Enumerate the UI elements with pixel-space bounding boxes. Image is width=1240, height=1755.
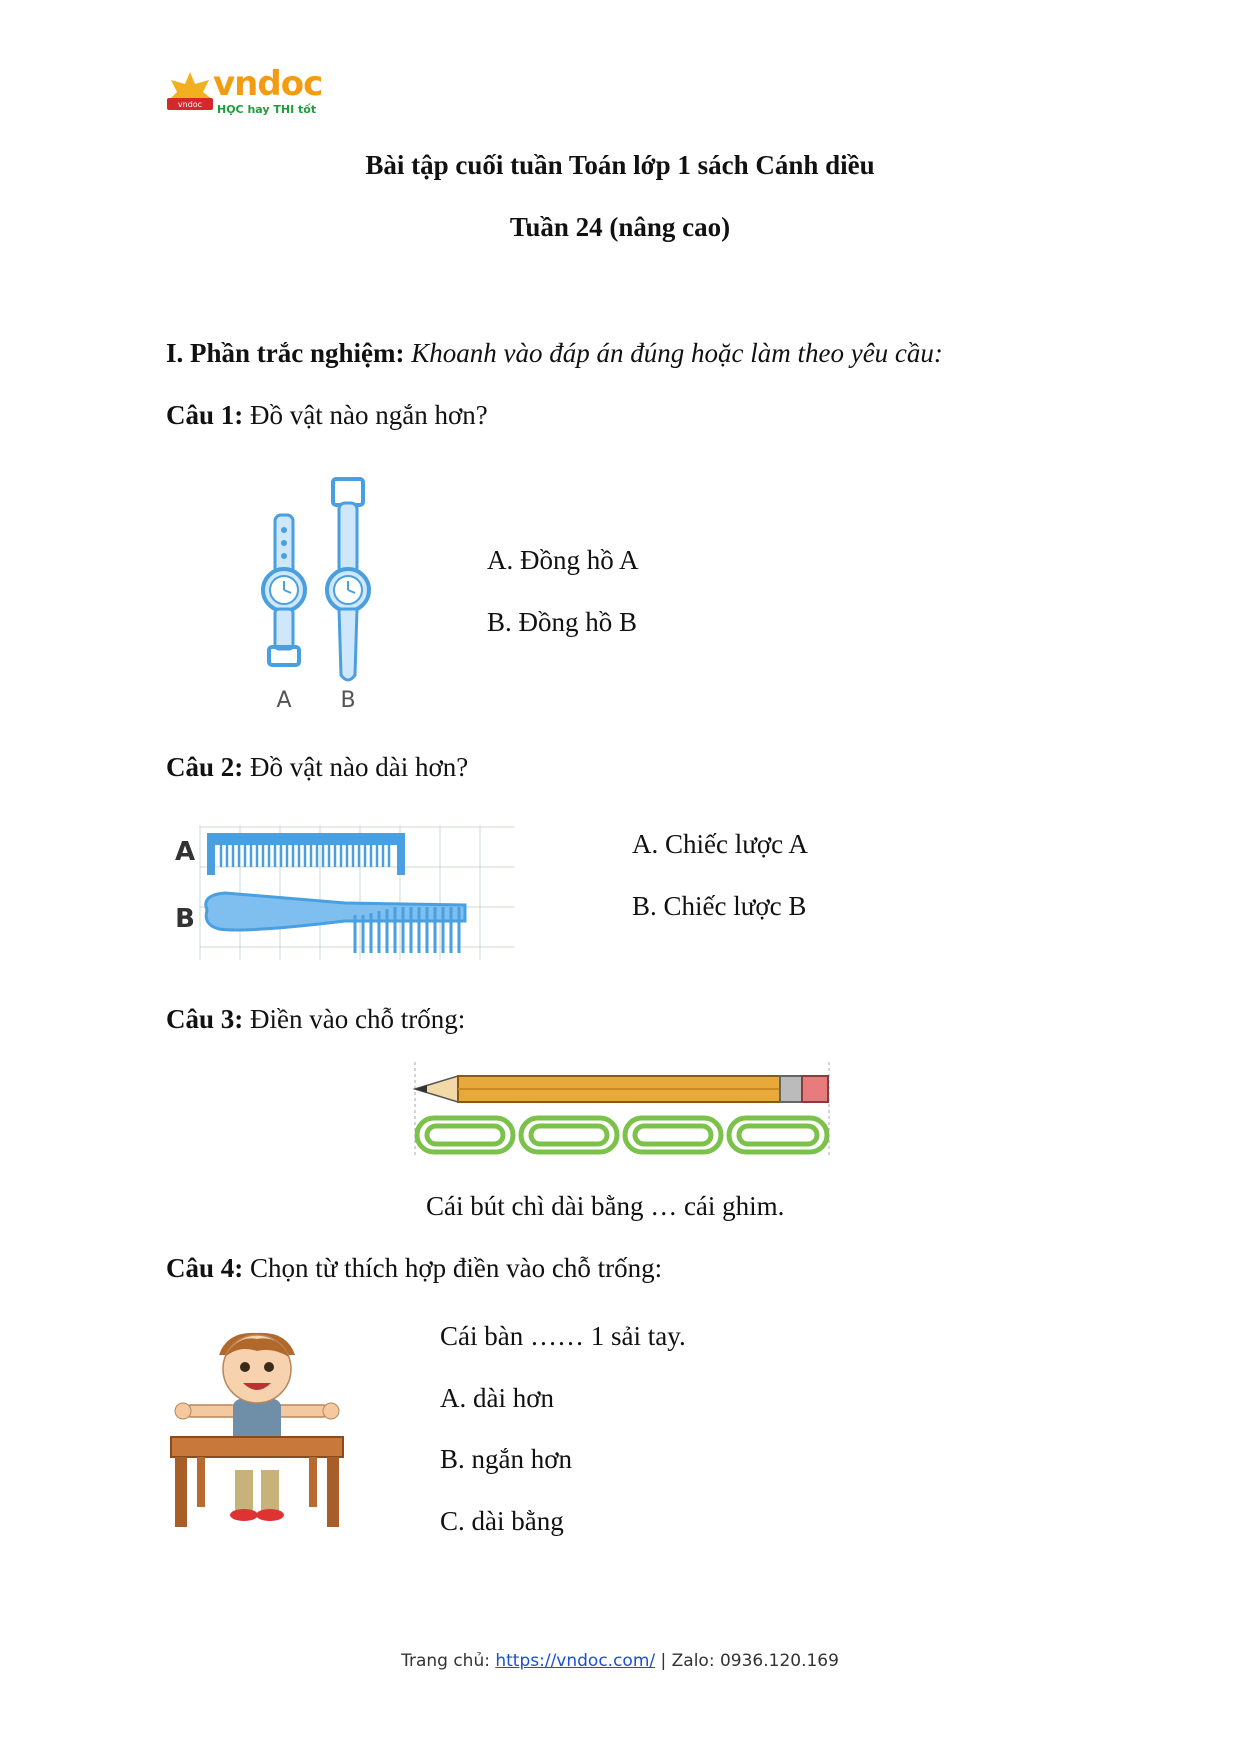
logo-slogan: HỌC hay THI tốt (217, 103, 317, 116)
footer-suffix: | Zalo: 0936.120.169 (660, 1651, 839, 1671)
comb-label-b: B (175, 904, 195, 934)
q1-option-b[interactable]: B. Đồng hồ B (487, 607, 638, 637)
q3-sentence: Cái bút chì dài bằng … cái ghim. (426, 1191, 785, 1221)
q4-option-c[interactable]: C. dài bằng (440, 1506, 564, 1536)
section-instruction: Khoanh vào đáp án đúng hoặc làm theo yêu cầu: (411, 338, 943, 368)
question-text: Chọn từ thích hợp điền vào chỗ trống: (250, 1253, 663, 1283)
footer-prefix: Trang chủ: (401, 1651, 490, 1671)
q4-option-a[interactable]: A. dài hơn (440, 1383, 555, 1413)
question-label: Câu 3: (166, 1004, 244, 1034)
section-heading (166, 338, 943, 369)
pencil-clips-image (413, 1062, 833, 1157)
logo-badge: vndoc (177, 100, 203, 109)
page-subtitle: Tuần 24 (nâng cao) (509, 212, 731, 242)
logo-brand: vndoc (213, 64, 323, 104)
question-label: Câu 4: (166, 1253, 244, 1283)
section-title: I. Phần trắc nghiệm: (166, 338, 405, 368)
logo-icon (165, 70, 215, 120)
q2-option-b[interactable]: B. Chiếc lược B (632, 891, 807, 921)
watch-label-b: B (340, 688, 356, 713)
footer (0, 1651, 1240, 1671)
q4-option-b[interactable]: B. ngắn hơn (440, 1444, 573, 1474)
watch-label-a: A (276, 688, 292, 713)
question-4 (166, 1253, 662, 1284)
watches-image (255, 475, 395, 715)
comb-label-a: A (174, 837, 196, 867)
question-label: Câu 1: (166, 400, 244, 430)
combs-image (165, 825, 515, 960)
question-text: Đồ vật nào ngắn hơn? (250, 400, 488, 430)
q2-option-a[interactable]: A. Chiếc lược A (632, 829, 808, 859)
q4-sentence: Cái bàn …… 1 sải tay. (440, 1321, 686, 1351)
question-1 (166, 400, 488, 431)
boy-table-image (167, 1325, 347, 1530)
question-3 (166, 1004, 465, 1035)
question-2 (166, 752, 468, 783)
question-text: Đồ vật nào dài hơn? (250, 752, 469, 782)
page-title: Bài tập cuối tuần Toán lớp 1 sách Cánh diều (365, 150, 875, 180)
q1-option-a[interactable]: A. Đồng hồ A (487, 545, 639, 575)
question-text: Điền vào chỗ trống: (250, 1004, 466, 1034)
question-label: Câu 2: (166, 752, 244, 782)
footer-link[interactable]: https://vndoc.com/ (495, 1651, 656, 1671)
logo (165, 64, 325, 125)
